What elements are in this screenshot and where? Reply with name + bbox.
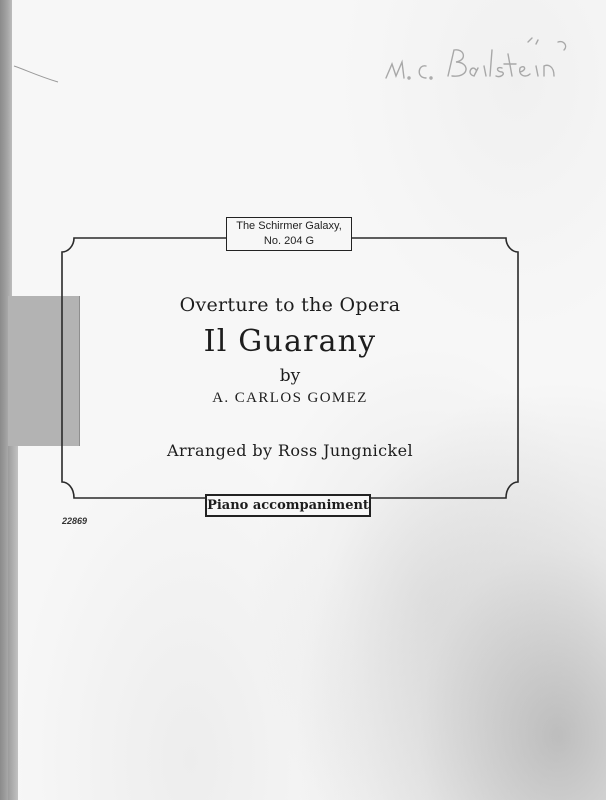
series-line-1: The Schirmer Galaxy, — [236, 220, 342, 232]
title-line-1: Overture to the Opera — [179, 294, 401, 316]
series-label — [226, 217, 352, 251]
paper-crease — [12, 60, 62, 90]
binding-tape-strip — [8, 446, 18, 800]
opera-title: Il Guarany — [203, 324, 377, 359]
edition-label: Piano accompaniment — [205, 494, 371, 517]
handwritten-signature — [378, 20, 578, 90]
composer-name: A. CARLOS GOMEZ — [212, 390, 368, 406]
by-text: by — [279, 366, 301, 386]
plate-number: 22869 — [62, 516, 88, 526]
series-line-2: No. 204 G — [263, 235, 315, 247]
arranger-credit: Arranged by Ross Jungnickel — [166, 441, 414, 460]
